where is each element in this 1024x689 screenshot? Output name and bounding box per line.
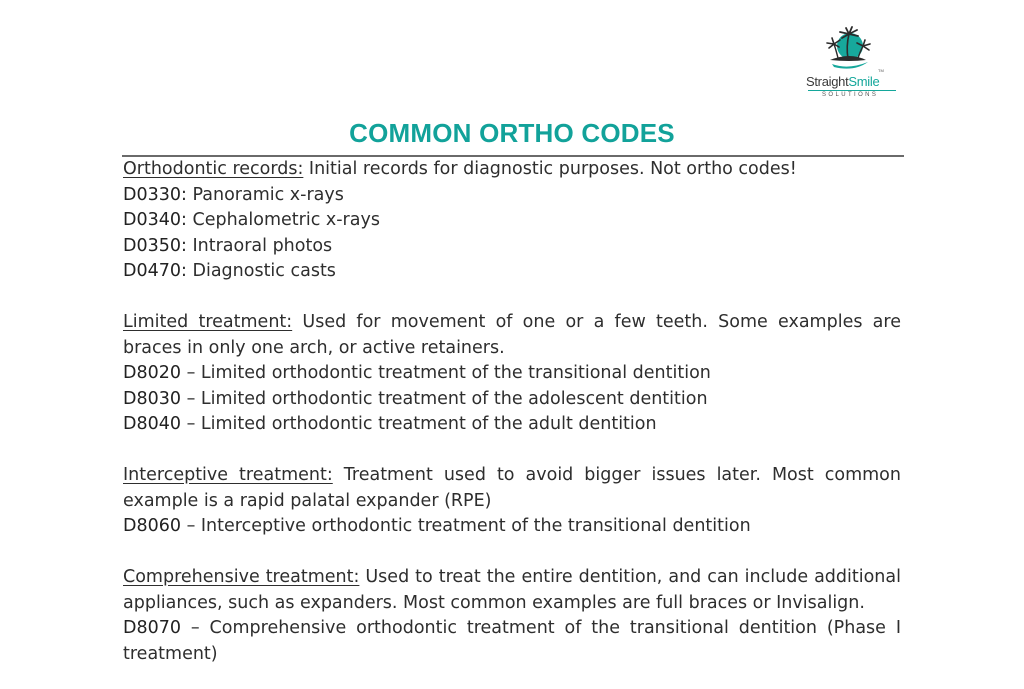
logo-word-straight: Straight [806,74,849,89]
section-description: Treatment used to avoid bigger issues later. Most common example is a rapid palatal expander (RPE) [123,465,901,511]
code-text: – Comprehensive orthodontic treatment of the transitional dentition (Phase I treatment) [123,618,901,664]
code-text: – Limited orthodontic treatment of the adult dentition [181,414,657,434]
trademark-mark: TM [878,68,884,73]
code-label: D0350: [123,235,187,256]
code-item [123,616,901,667]
code-label: D0470: [123,261,187,281]
section-interceptive-treatment [123,463,901,514]
page-title: COMMON ORTHO CODES [349,118,675,148]
code-label: D8070 [123,618,182,638]
spacer [123,285,901,311]
section-heading: Orthodontic records: [123,159,304,179]
code-item [123,412,901,438]
code-label: D0330: [123,184,187,205]
section-description: Initial records for diagnostic purposes. Not ortho codes! [303,159,797,179]
code-text: – Limited orthodontic treatment of the adolescent dentition [181,388,708,409]
logo-word-smile: Smile [848,74,880,89]
spacer [123,540,901,566]
logo-wordmark [806,74,902,89]
code-item [123,387,901,413]
section-limited-treatment [123,310,901,361]
section-heading: Comprehensive treatment: [123,567,360,587]
section-heading: Interceptive treatment: [123,465,333,485]
code-text: – Interceptive orthodontic treatment of the transitional dentition [181,516,751,536]
code-item [123,361,901,387]
logo-subtitle: SOLUTIONS [822,92,879,98]
section-heading: Limited treatment: [123,312,293,332]
section-orthodontic-records [123,157,901,183]
logo-underline [808,90,896,91]
code-item [123,259,901,285]
code-text: Panoramic x-rays [186,184,344,205]
code-item [123,183,901,209]
straightsmile-logo [800,26,900,100]
section-comprehensive-treatment [123,565,901,616]
code-label: D0340: [123,210,187,230]
code-label: D8020 [123,363,182,383]
section-description: Used to treat the entire dentition, and can include additional appliances, such as expanders. Most common examples are full braces or Invisalign. [123,567,901,613]
code-item [123,514,901,540]
code-item [123,208,901,234]
section-description: Used for movement of one or a few teeth. Some examples are braces in only one arch, or active retainers. [123,312,901,358]
code-label: D8030 [123,388,182,409]
code-text: Intraoral photos [186,235,333,256]
code-text: – Limited orthodontic treatment of the transitional dentition [181,363,711,383]
document-body [123,157,901,667]
code-text: Diagnostic casts [186,261,336,281]
code-label: D8040 [123,414,182,434]
spacer [123,438,901,464]
code-item [123,234,901,260]
code-text: Cephalometric x-rays [186,210,380,230]
code-label: D8060 [123,516,182,536]
palm-island-icon [824,26,876,72]
